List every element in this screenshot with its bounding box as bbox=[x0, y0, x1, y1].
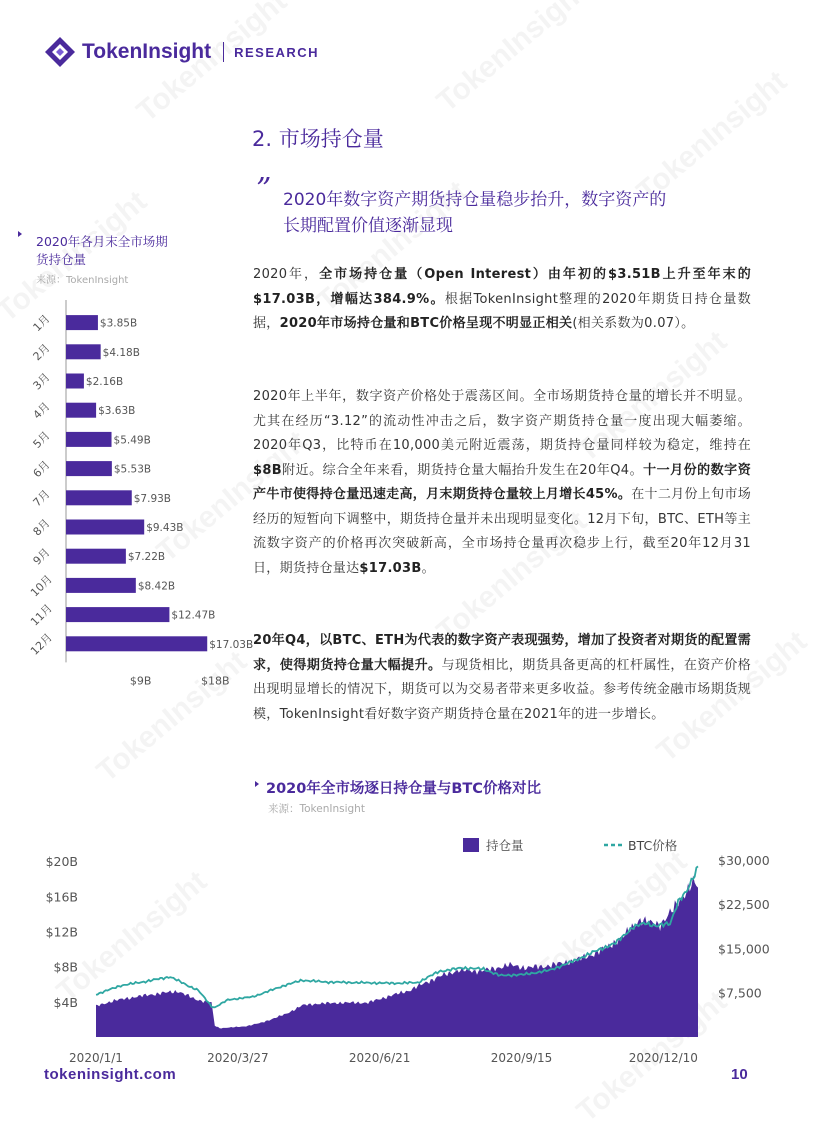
bar-category-label: 6月 bbox=[30, 458, 53, 481]
monthly-chart-title-line-1: 2020年各月末全市场期 bbox=[36, 234, 168, 249]
legend-open-interest-swatch bbox=[463, 838, 479, 852]
section-title: 2. 市场持仓量 bbox=[252, 127, 384, 151]
bar-6 bbox=[66, 461, 112, 476]
x-axis-tick-label: 2020/6/21 bbox=[348, 1051, 411, 1065]
x-axis-tick-label: 2020/12/10 bbox=[628, 1051, 698, 1065]
bar-value-label: $9.43B bbox=[146, 522, 184, 534]
bar-2 bbox=[66, 344, 101, 359]
bar-category-label: 12月 bbox=[28, 630, 55, 658]
header-divider bbox=[223, 42, 224, 62]
tokeninsight-logo-icon bbox=[44, 36, 76, 68]
daily-chart-source: 来源：TokenInsight bbox=[268, 803, 365, 815]
bar-12 bbox=[66, 636, 207, 651]
bold-run: 全市场持仓量（Open Interest）由年初的$3.51B上升至年末的$17.03B，增幅达384.9%。 bbox=[253, 267, 752, 307]
bar-value-label: $2.16B bbox=[85, 376, 124, 388]
sidebar-bullet-icon bbox=[18, 231, 22, 237]
monthly-chart-source: 来源：TokenInsight bbox=[36, 275, 129, 286]
bar-8 bbox=[66, 520, 144, 535]
left-axis-tick-label: $12B bbox=[45, 924, 78, 940]
daily-chart-title: 2020年全市场逐日持仓量与BTC价格对比 bbox=[266, 781, 541, 797]
pull-quote-line-1: 2020年数字资产期货持仓量稳步抬升，数字资产的 bbox=[283, 190, 667, 210]
bold-run: 20年Q4，以BTC、ETH为代表的数字资产表现强势，增加了投资者对期货的配置需求，使得期货持仓量大幅提升。 bbox=[253, 633, 751, 673]
x-axis-tick-label: 2020/9/15 bbox=[490, 1051, 553, 1065]
monthly-open-interest-chart bbox=[0, 300, 254, 690]
section-label: RESEARCH bbox=[234, 44, 320, 60]
text-run: 附近。综合全年来看，期货持仓量大幅抬升发生在20年Q4。 bbox=[281, 462, 644, 478]
bar-category-label: 10月 bbox=[28, 572, 55, 600]
left-axis-tick-label: $20B bbox=[45, 854, 78, 870]
bar-category-label: 1月 bbox=[30, 312, 53, 335]
bold-run: 2020年市场持仓量和BTC价格呈现不明显正相关 bbox=[279, 316, 573, 331]
paragraph-h1-analysis bbox=[253, 385, 751, 581]
bar-category-label: 4月 bbox=[30, 399, 53, 422]
bar-1 bbox=[66, 315, 98, 330]
open-interest-area bbox=[96, 875, 698, 1037]
brand-name: TokenInsight bbox=[82, 40, 212, 63]
left-axis-tick-label: $4B bbox=[53, 994, 78, 1010]
x-axis-tick-label: 2020/3/27 bbox=[207, 1051, 269, 1065]
monthly-chart-title-line-2: 货持仓量 bbox=[36, 252, 87, 267]
paragraph-summary bbox=[253, 263, 751, 337]
bar-value-label: $7.22B bbox=[127, 551, 166, 564]
bold-run: 十一月份的数字资产牛市使得持仓量迅速走高，月末期货持仓量较上月增长45%。 bbox=[253, 462, 751, 502]
bar-value-label: $12.47B bbox=[171, 609, 216, 622]
bar-5 bbox=[66, 432, 112, 447]
bar-category-label: 3月 bbox=[30, 370, 53, 393]
quote-mark-icon: ” bbox=[256, 172, 272, 207]
x-axis-tick-label: 2020/1/1 bbox=[69, 1051, 123, 1065]
daily-chart-bullet-icon bbox=[255, 781, 259, 787]
legend-open-interest-label: 持仓量 bbox=[486, 838, 524, 853]
text-run: (相关系数为0.07）。 bbox=[572, 316, 695, 331]
bar-11 bbox=[66, 607, 169, 622]
bar-9 bbox=[66, 549, 126, 564]
footer-website-link[interactable]: tokeninsight.com bbox=[44, 1066, 177, 1083]
bar-3 bbox=[66, 374, 84, 389]
left-axis-tick-label: $8B bbox=[53, 959, 78, 975]
bar-value-label: $17.03B bbox=[209, 638, 254, 651]
text-run: 2020年上半年，数字资产价格处于震荡区间。全市场期货持仓量的增长并不明显。尤其在经历“3.12”的流动性冲击之后，数字资产期货持仓量一度出现大幅萎缩。2020年Q3，比特币在10,000美元附近震荡，期货持仓量同样较为稳定，维持在 bbox=[253, 389, 751, 453]
page-number: 10 bbox=[731, 1066, 748, 1083]
bar-category-label: 5月 bbox=[30, 428, 53, 451]
text-run: 与现货相比，期货具备更高的杠杆属性，在资产价格出现明显增长的情况下，期货可以为交易者带来更多收益。参考传统金融市场期货规模，TokenInsight看好数字资产期货持仓量在2021年的进一步增长。 bbox=[253, 657, 751, 722]
bar-4 bbox=[66, 403, 96, 418]
bold-run: $17.03B bbox=[359, 560, 422, 576]
right-axis-tick-label: $22,500 bbox=[718, 897, 770, 913]
bar-value-label: $7.93B bbox=[133, 492, 172, 505]
pull-quote-line-2: 长期配置价值逐渐显现 bbox=[283, 216, 453, 236]
bar-value-label: $5.49B bbox=[113, 434, 151, 447]
right-axis-tick-label: $15,000 bbox=[718, 941, 770, 957]
left-axis-tick-label: $16B bbox=[45, 889, 78, 905]
daily-oi-vs-btc-chart bbox=[0, 830, 792, 1070]
text-run: 。 bbox=[421, 560, 435, 576]
bar-value-label: $3.63B bbox=[98, 405, 136, 418]
bar-category-label: 8月 bbox=[30, 516, 53, 539]
bar-value-label: $8.42B bbox=[137, 580, 176, 593]
bar-category-label: 2月 bbox=[30, 341, 53, 364]
bar-value-label: $4.18B bbox=[102, 346, 140, 359]
bar-category-label: 7月 bbox=[30, 487, 53, 510]
bar-7 bbox=[66, 490, 132, 505]
text-run: 在十二月份上旬市场经历的短暂向下调整中，期货持仓量并未出现明显变化。12月下旬，BTC、ETH等主流数字资产的价格再次突破新高，全市场持仓量再次稳步上行，截至20年12月31日，期货持仓量达 bbox=[253, 487, 751, 576]
legend-btc-label: BTC价格 bbox=[628, 838, 678, 853]
bar-category-label: 11月 bbox=[28, 601, 55, 629]
right-axis-tick-label: $7,500 bbox=[718, 985, 762, 1001]
bar-x-tick-label: $18B bbox=[200, 674, 230, 688]
bar-category-label: 9月 bbox=[30, 545, 53, 568]
bold-run: $8B bbox=[253, 462, 282, 478]
bar-value-label: $3.85B bbox=[99, 317, 138, 330]
paragraph-q4-outlook bbox=[253, 629, 751, 727]
bar-10 bbox=[66, 578, 136, 593]
header-logo[interactable] bbox=[44, 36, 319, 68]
right-axis-tick-label: $30,000 bbox=[718, 852, 770, 868]
text-run: 2020年， bbox=[253, 267, 320, 282]
bar-x-tick-label: $9B bbox=[129, 674, 152, 688]
bar-value-label: $5.53B bbox=[113, 463, 152, 476]
text-run: 根据TokenInsight整理的2020年期货日持仓量数据， bbox=[253, 291, 751, 331]
